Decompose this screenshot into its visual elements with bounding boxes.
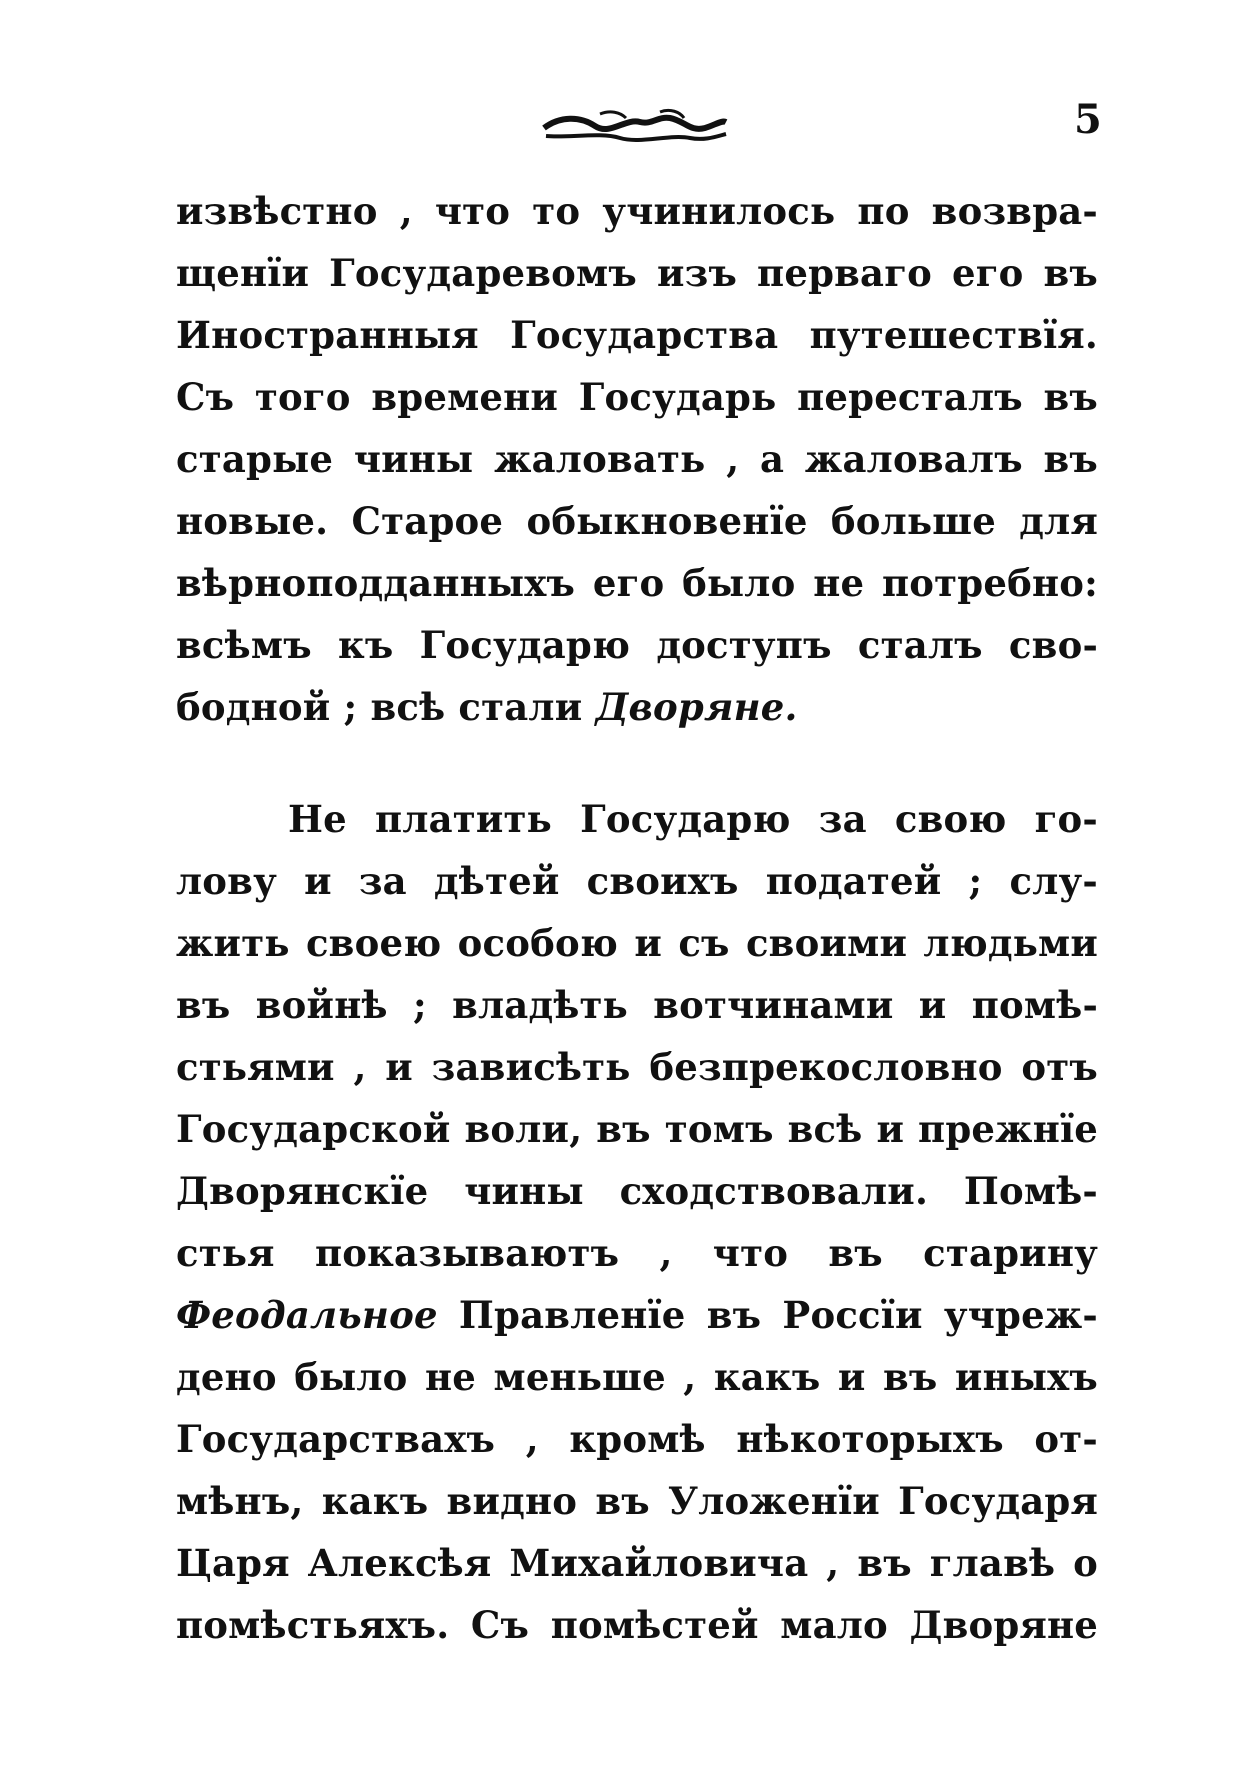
text-line: старые чины жаловать , а жаловалъ въ (176, 437, 1098, 481)
text-line: извѣстно , что то учинилось по возвра- (176, 189, 1098, 233)
text-line (176, 1284, 1098, 1346)
text-line: Царя Алексѣя Михайловича , въ главѣ о (176, 1541, 1098, 1585)
text-line-start: бодной ; всѣ стали (176, 685, 583, 729)
text-line: вѣрноподданныхъ его было не потребно: (176, 561, 1098, 605)
text-line (176, 676, 1098, 738)
page-number: 5 (1074, 96, 1102, 143)
ornament-headpiece-icon (540, 108, 730, 148)
text-line: Государствахъ , кромѣ нѣкоторыхъ от- (176, 1417, 1098, 1461)
text-line: помѣстьяхъ. Съ помѣстей мало Дворяне (176, 1603, 1098, 1647)
text-line: Съ того времени Государь пересталъ въ (176, 375, 1098, 419)
text-line: всѣмъ къ Государю доступъ сталъ сво- (176, 623, 1098, 667)
text-line: Не платить Государю за свою го- (288, 797, 1098, 841)
text-line-rest: Правленїе въ Россїи учреж- (458, 1293, 1098, 1337)
text-line: стьями , и зависѣть безпрекословно отъ (176, 1045, 1098, 1089)
text-line: дено было не меньше , какъ и въ иныхъ (176, 1355, 1098, 1399)
text-line: Государской воли, въ томъ всѣ и прежнїе (176, 1107, 1098, 1151)
text-line: новые. Старое обыкновенїе больше для (176, 499, 1098, 543)
paragraph-2 (176, 788, 1098, 1656)
text-line: щенїи Государевомъ изъ перваго его въ (176, 251, 1098, 295)
paragraph-1 (176, 180, 1098, 738)
text-line: стья показываютъ , что въ старину (176, 1231, 1098, 1275)
text-line: лову и за дѣтей своихъ податей ; слу- (176, 859, 1098, 903)
text-line: Дворянскїе чины сходствовали. Помѣ- (176, 1169, 1098, 1213)
italic-word: Дворяне. (595, 685, 798, 729)
text-line: мѣнъ, какъ видно въ Уложенїи Государя (176, 1479, 1098, 1523)
italic-word: Феодальное (176, 1293, 438, 1337)
text-line: жить своею особою и съ своими людьми (176, 921, 1098, 965)
text-line: Иностранныя Государства путешествїя. (176, 313, 1098, 357)
text-line: въ войнѣ ; владѣть вотчинами и помѣ- (176, 983, 1098, 1027)
